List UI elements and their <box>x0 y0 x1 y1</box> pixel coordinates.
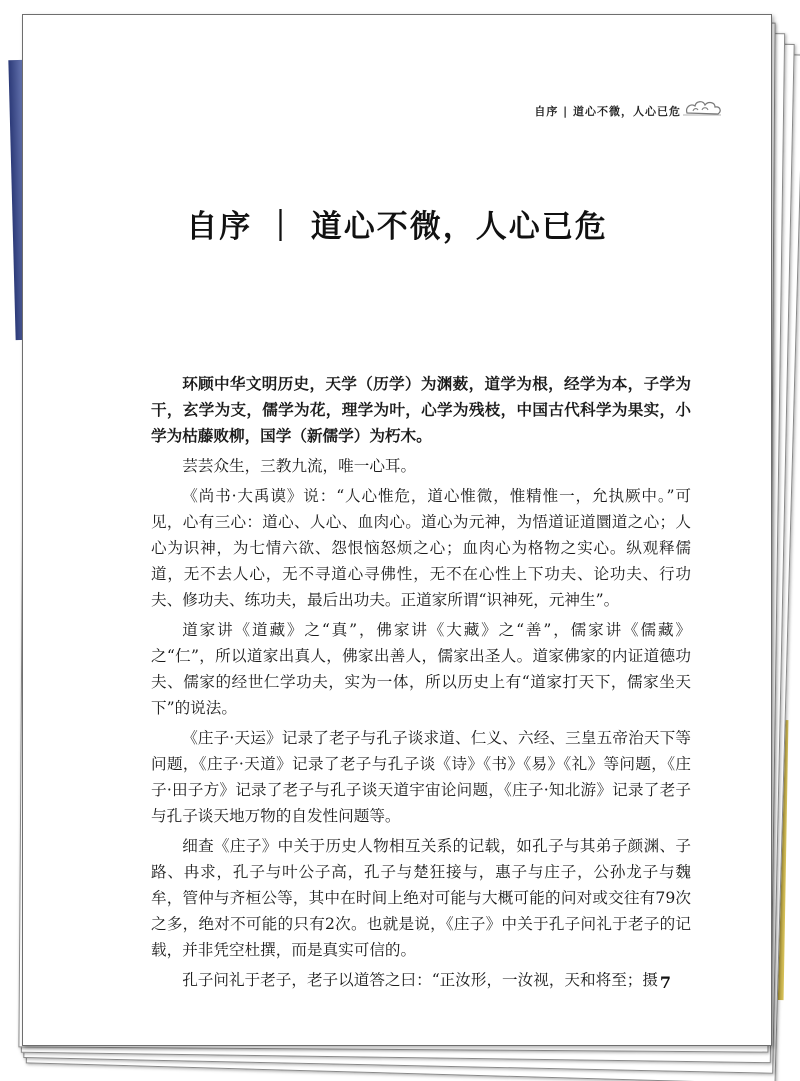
chapter-title: 自序 ｜ 道心不微，人心已危 <box>186 209 608 245</box>
paragraph: 环顾中华文明历史，天学（历学）为渊薮，道学为根，经学为本，子学为干，玄学为支，儒学为花，理学为叶，心学为残枝，中国古代科学为果实，小学为枯藤败柳，国学（新儒学）为朽木。 <box>151 374 691 445</box>
page-number: 7 <box>659 973 671 992</box>
paragraph: 《尚书·大禹谟》说：“人心惟危，道心惟微，惟精惟一，允执厥中。”可见，心有三心：道心、人心、血肉心。道心为元神，为悟道证道圜道之心；人心为识神，为七情六欲、怨恨恼怒烦之心；血肉心为格物之实心。纵观释儒道，无不去人心，无不寻道心寻佛性，无不在心性上下功夫、论功夫、行功夫、修功夫、练功夫，最后出功夫。正道家所谓“识神死，元神生”。 <box>151 487 691 609</box>
paragraph: 孔子问礼于老子，老子以道答之曰：“正汝形，一汝视，天和将至；摄 <box>182 971 658 989</box>
paragraph: 细查《庄子》中关于历史人物相互关系的记载，如孔子与其弟子颜渊、子路、冉求，孔子与叶公子高，孔子与楚狂接与，惠子与庄子，公孙龙子与魏牟，管仲与齐桓公等，其中在时间上绝对可能与大概可能的问对或交往有79次之多，绝对不可能的只有2次。也就是说，《庄子》中关于孔子问礼于老子的记载，并非凭空杜撰，而是真实可信的。 <box>151 837 691 959</box>
body-text <box>151 371 691 997</box>
paragraph: 芸芸众生，三教九流，唯一心耳。 <box>182 457 417 475</box>
paragraph: 道家讲《道藏》之“真”，佛家讲《大藏》之“善”，儒家讲《儒藏》之“仁”，所以道家出真人，佛家出善人，儒家出圣人。道家佛家的内证道德功夫、儒家的经世仁学功夫，实为一体，所以历史上有“道家打天下，儒家坐天下”的说法。 <box>151 621 691 717</box>
page <box>22 14 772 1046</box>
paragraph: 《庄子·天运》记录了老子与孔子谈求道、仁义、六经、三皇五帝治天下等问题，《庄子·天道》记录了老子与孔子谈《诗》《书》《易》《礼》等问题，《庄子·田子方》记录了老子与孔子谈天道宇宙论问题，《庄子·知北游》记录了老子与孔子谈天地万物的自发性问题等。 <box>151 729 691 825</box>
running-header: 自序 | 道心不微，人心已危 <box>534 105 681 118</box>
cloud-ornament-icon <box>683 97 723 119</box>
